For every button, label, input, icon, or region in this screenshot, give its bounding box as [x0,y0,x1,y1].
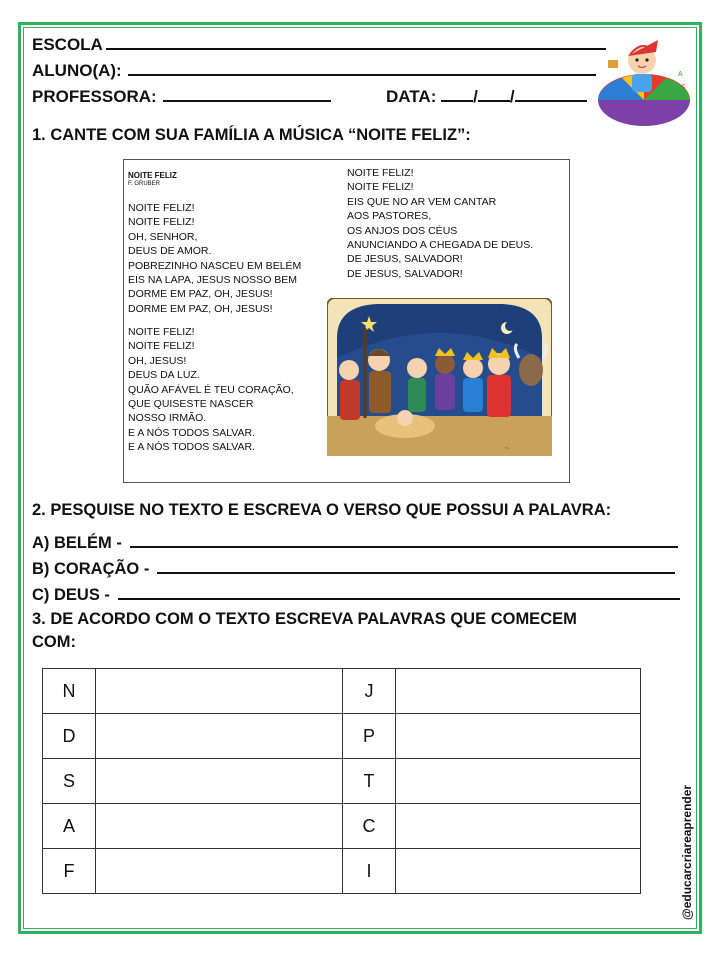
teacher-field [32,86,331,107]
question-3-title-line2: COM: [32,633,76,651]
answer-cell[interactable] [96,849,343,894]
answer-cell[interactable] [96,804,343,849]
letter-cell: F [43,849,96,894]
answer-cell[interactable] [96,669,343,714]
table-row [43,804,641,849]
verse-line: NOITE FELIZ! [128,340,195,353]
answer-cell[interactable] [396,804,641,849]
letter-cell: C [343,804,396,849]
student-field [32,60,596,81]
svg-text:A: A [678,71,683,78]
letter-cell: I [343,849,396,894]
verse-line: NOITE FELIZ! [128,202,195,214]
answer-cell[interactable] [396,849,641,894]
letter-cell: S [43,759,96,804]
date-sep-1: / [473,87,478,106]
verse-line: OS ANJOS DOS CÉUS [347,224,458,237]
answer-belem-label: A) BELÉM - [32,534,122,552]
question-3-title-line1: 3. DE ACORDO COM O TEXTO ESCREVA PALAVRAS QUE COMECEM [32,610,577,628]
verse-line: EIS QUE NO AR VEM CANTAR [347,195,497,208]
question-1-title: 1. CANTE COM SUA FAMÍLIA A MÚSICA “NOITE FELIZ”: [32,126,471,144]
verse-line: ANUNCIANDO A CHEGADA DE DEUS. [347,239,534,252]
verse-line: OH, SENHOR, [128,230,198,243]
letter-cell: T [343,759,396,804]
date-label: DATA: [386,87,437,106]
song-verse-3 [347,166,533,281]
answer-cell[interactable] [396,669,641,714]
answer-deus [32,584,680,605]
answer-coracao-label: B) CORAÇÃO - [32,560,150,578]
school-line[interactable] [106,34,606,50]
date-month-line[interactable] [478,86,510,102]
answer-cell[interactable] [396,714,641,759]
school-label: ESCOLA [32,35,103,54]
date-year-line[interactable] [515,86,587,102]
verse-line: E A NÓS TODOS SALVAR. [128,441,256,454]
verse-line: QUE QUISESTE NASCER [128,398,254,411]
verse-line: NOITE FELIZ! [347,167,414,179]
answer-deus-line[interactable] [118,584,680,600]
svg-text:~: ~ [505,446,509,452]
nativity-illustration [327,298,552,456]
verse-line: DE JESUS, SALVADOR! [347,267,463,280]
letter-cell: P [343,714,396,759]
child-painter-logo [594,30,694,126]
table-row [43,714,641,759]
verse-line: DORME EM PAZ, OH, JESUS! [128,288,273,301]
verse-line: DEUS DA LUZ. [128,369,200,382]
song-author: F. GRUBER [128,181,161,187]
svg-text:c: c [682,83,686,90]
table-row [43,669,641,714]
song-verse-1 [128,201,301,316]
student-line[interactable] [128,60,596,76]
verse-line: NOITE FELIZ! [347,181,414,194]
letter-cell: N [43,669,96,714]
school-field [32,34,606,55]
date-day-line[interactable] [441,86,473,102]
answer-cell[interactable] [96,714,343,759]
verse-line: E A NÓS TODOS SALVAR. [128,426,256,439]
teacher-line[interactable] [163,86,331,102]
answer-coracao [32,558,675,579]
table-row [43,849,641,894]
verse-line: AOS PASTORES, [347,210,432,223]
answer-deus-label: C) DEUS - [32,586,110,604]
answer-cell[interactable] [396,759,641,804]
student-label: ALUNO(A): [32,61,122,80]
verse-line: NOITE FELIZ! [128,216,195,229]
letter-cell: J [343,669,396,714]
song-verse-2 [128,325,294,455]
verse-line: NOITE FELIZ! [128,326,195,338]
question-2-title: 2. PESQUISE NO TEXTO E ESCREVA O VERSO QUE POSSUI A PALAVRA: [32,501,612,519]
letters-table [42,668,641,894]
date-field [386,86,587,107]
verse-line: OH, JESUS! [128,354,187,367]
verse-line: QUÃO AFÁVEL É TEU CORAÇÃO, [128,383,294,396]
letter-cell: A [43,804,96,849]
verse-line: DORME EM PAZ, OH, JESUS! [128,302,273,315]
verse-line: POBREZINHO NASCEU EM BELÉM [128,259,302,272]
date-sep-2: / [509,87,515,106]
answer-belem-line[interactable] [130,532,678,548]
song-title: NOITE FELIZ [128,171,177,180]
answer-belem [32,532,678,553]
table-row [43,759,641,804]
verse-line: NOSSO IRMÃO. [128,412,207,425]
verse-line: EIS NA LAPA, JESUS NOSSO BEM [128,274,298,287]
verse-line: DEUS DE AMOR. [128,245,212,258]
verse-line: DE JESUS, SALVADOR! [347,253,463,266]
answer-coracao-line[interactable] [157,558,675,574]
watermark-handle: @educarcriareaprender [680,784,694,920]
letter-cell: D [43,714,96,759]
answer-cell[interactable] [96,759,343,804]
teacher-label: PROFESSORA: [32,87,157,106]
